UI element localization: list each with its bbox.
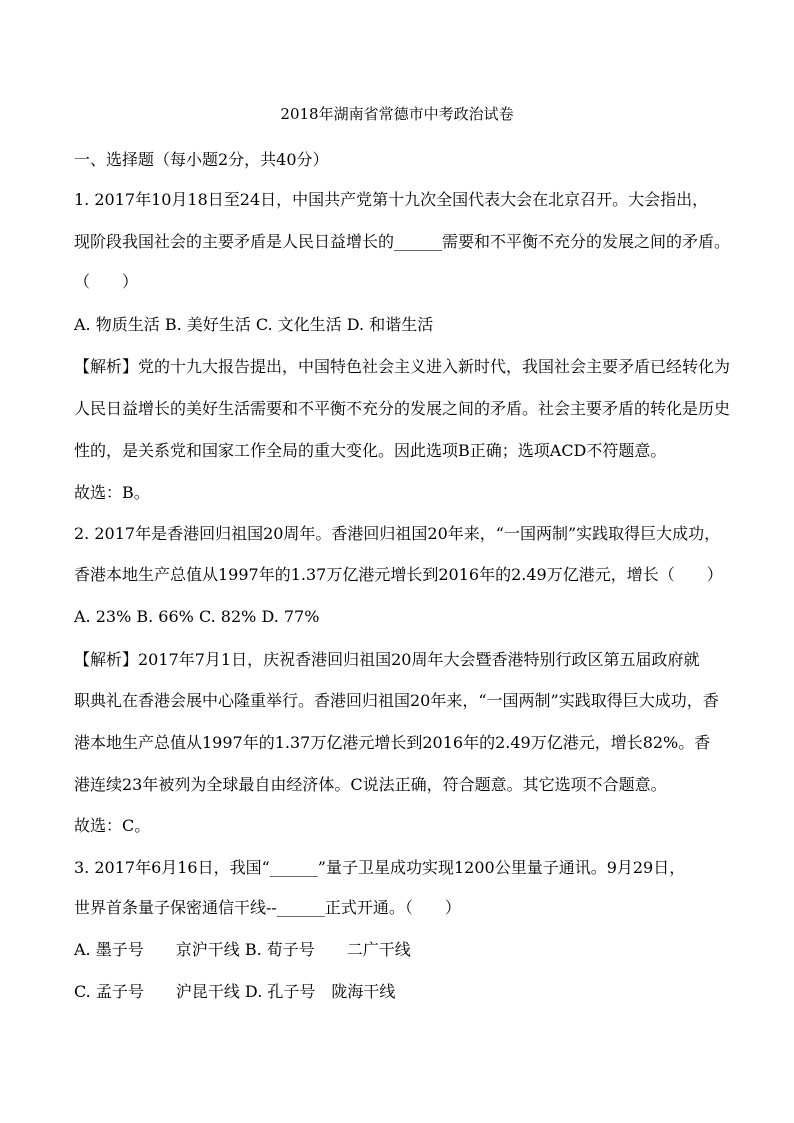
question-3-line-2: 世界首条量子保密通信干线--______正式开通。（ ）: [74, 898, 461, 917]
question-3-line-1: 3. 2017年6月16日，我国“______”量子卫星成功实现1200公里量子通讯。9月29日，: [74, 858, 686, 877]
question-2-analysis-line-1: 【解析】2017年7月1日，庆祝香港回归祖国20周年大会暨香港特别行政区第五届政府就: [74, 650, 700, 669]
question-2-options: A. 23% B. 66% C. 82% D. 77%: [74, 607, 320, 626]
section-heading: 一、选择题（每小题2分，共40分）: [74, 150, 329, 169]
question-1-line-3: （ ）: [74, 272, 139, 291]
question-2-analysis-line-2: 职典礼在香港会展中心隆重举行。香港回归祖国20年来，“一国两制”实践取得巨大成功，香: [74, 691, 719, 710]
question-2-answer: 故选：C。: [74, 816, 151, 835]
question-1-answer: 故选：B。: [74, 483, 150, 502]
question-3-options-line-1: A. 墨子号 京沪干线 B. 荀子号 二广干线: [74, 940, 411, 959]
question-2-analysis-line-3: 港本地生产总值从1997年的1.37万亿港元增长到2016年的2.49万亿港元，增长82%。香: [74, 733, 711, 752]
question-2-line-2: 香港本地生产总值从1997年的1.37万亿港元增长到2016年的2.49万亿港元，增长（ ）: [74, 565, 723, 584]
document-title: 2018年湖南省常德市中考政治试卷: [280, 105, 514, 123]
question-1-analysis-line-3: 性的，是关系党和国家工作全局的重大变化。因此选项B正确；选项ACD不符题意。: [74, 441, 667, 460]
question-2-analysis-line-4: 港连续23年被列为全球最自由经济体。C说法正确，符合题意。其它选项不合题意。: [74, 775, 667, 794]
question-1-line-1: 1. 2017年10月18日至24日，中国共产党第十九次全国代表大会在北京召开。大会指出，: [74, 190, 709, 209]
question-3-options-line-2: C. 孟子号 沪昆干线 D. 孔子号 陇海干线: [74, 982, 396, 1001]
question-2-line-1: 2. 2017年是香港回归祖国20周年。香港回归祖国20年来，“一国两制”实践取得巨大成功，: [74, 524, 721, 543]
question-1-options: A. 物质生活 B. 美好生活 C. 文化生活 D. 和谐生活: [74, 315, 434, 334]
question-1-analysis-line-1: 【解析】党的十九大报告提出，中国特色社会主义进入新时代，我国社会主要矛盾已经转化为: [74, 357, 731, 376]
question-1-analysis-line-2: 人民日益增长的美好生活需要和不平衡不充分的发展之间的矛盾。社会主要矛盾的转化是历史: [74, 399, 731, 418]
question-1-line-2: 现阶段我国社会的主要矛盾是人民日益增长的______需要和不平衡不充分的发展之间的矛盾。: [74, 232, 731, 251]
